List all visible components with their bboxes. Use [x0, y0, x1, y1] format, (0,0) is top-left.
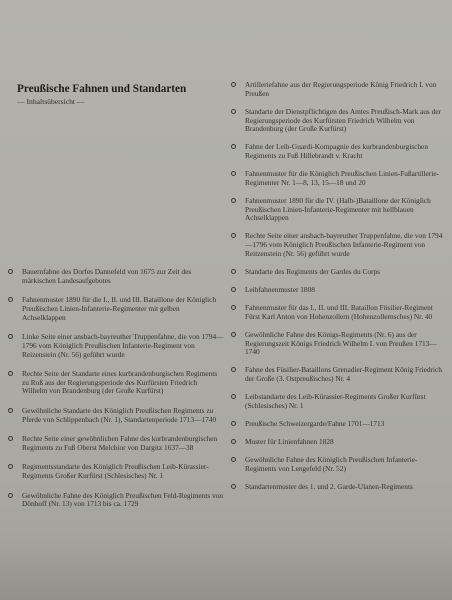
circle-bullet-icon	[231, 367, 236, 372]
list-item-text: Fahnenmuster 1890 für die I., II. und III. Bataillone der Königlich Preußischen Linien-Infanterie-Regimenter mit gelben Achselklappen	[22, 295, 217, 322]
circle-bullet-icon	[231, 305, 236, 310]
list-item	[231, 438, 446, 447]
circle-bullet-icon	[8, 408, 13, 413]
circle-bullet-icon	[8, 493, 13, 498]
circle-bullet-icon	[8, 297, 13, 302]
list-item-text: Bauernfahne des Dorfes Dannefeld von 1675 zur Zeit des märkischen Landesaufgebotes	[22, 267, 192, 285]
list-item	[231, 232, 446, 258]
list-item	[8, 268, 224, 285]
list-item	[231, 286, 446, 295]
list-item-text: Fahnenmuster für die Königlich Preußischen Linien-Fußartillerie-Regimenter Nr. 1—8, 13, 15—18 und 20	[245, 169, 439, 187]
list-item	[231, 483, 446, 492]
list-item-text: Artilleriefahne aus der Regierungsperiode König Friedrich I. von Preußen	[245, 80, 437, 98]
list-item-text: Leibstandarte des Leib-Kürassier-Regiments Großer Kurfürst (Schlesisches) Nr. 1	[245, 392, 426, 410]
list-item	[8, 370, 224, 396]
list-item	[231, 170, 446, 187]
left-column	[8, 268, 224, 520]
circle-bullet-icon	[8, 269, 13, 274]
list-item-text: Gewöhnliche Fahne des Königlich Preußischen Feld-Regiments von Dönhoff (Nr. 13) von 1713 bis ca. 1729	[22, 490, 224, 509]
list-item-text: Rechte Seite einer gewöhnlichen Fahne des kurbrandenburgischen Regiments zu Fuß Oberst Melchior von Dargitz 1637—38	[22, 434, 218, 452]
page-title: Preußische Fahnen und Standarten	[17, 83, 187, 95]
list-item-text: Standarte des Regiments der Gardes du Corps	[245, 266, 381, 276]
list-item-text: Rechte Seite einer ansbach-bayreuther Truppenfahne, die von 1794—1796 vom Königlich Preußischen Infanterie-Regiment von Reitzenstein (Nr. 56) geführt wurde	[245, 231, 443, 258]
list-item	[8, 296, 224, 322]
circle-bullet-icon	[231, 457, 236, 462]
list-item	[231, 456, 446, 473]
list-item	[8, 463, 224, 480]
page-subtitle: — Inhaltsübersicht —	[17, 97, 85, 106]
circle-bullet-icon	[231, 439, 236, 444]
list-item-text: Linke Seite einer ansbach-bayreuther Truppenfahne, die von 1794—1796 vom Königlich Preußischen Infanterie-Regiment von Reizenstein (Nr. 56) geführt wurde	[22, 332, 224, 359]
list-item-text: Leibfahnenmuster 1808	[245, 284, 315, 294]
circle-bullet-icon	[231, 198, 236, 203]
list-item	[231, 81, 446, 98]
list-item	[231, 197, 446, 223]
list-item	[231, 143, 446, 160]
circle-bullet-icon	[231, 394, 236, 399]
circle-bullet-icon	[231, 109, 236, 114]
list-item-text: Standartenmuster des 1. und 2. Garde-Ulanen-Regiments	[245, 481, 413, 491]
circle-bullet-icon	[8, 436, 13, 441]
list-item-text: Fahnenmuster für das I., II. und III. Bataillon Füsilier-Regiment Fürst Karl Anton von Hohenzollern (Hohenzollernsches) Nr. 40	[245, 303, 433, 321]
circle-bullet-icon	[231, 421, 236, 426]
list-item-text: Fahne des Füsilier-Bataillons Grenadier-Regiment König Friedrich der Große (3. Ostpreußisches) Nr. 4	[245, 365, 442, 384]
circle-bullet-icon	[8, 334, 13, 339]
circle-bullet-icon	[231, 82, 236, 87]
list-item-text: Muster für Linienfahnen 1828	[245, 437, 334, 447]
circle-bullet-icon	[231, 332, 236, 337]
list-item-text: Preußische Schweizergarde/Fahne 1701—1713	[245, 418, 385, 428]
list-item-text: Fahnenmuster 1890 für die IV. (Halb-)Bataillone der Königlich Preußischen Linien-Infanterie-Regimenter mit hellblauen Achselklappen	[245, 195, 431, 223]
page-shadow	[0, 540, 452, 600]
circle-bullet-icon	[231, 171, 236, 176]
list-item-text: Regimentsstandarte des Königlich Preußischen Leib-Kürassier-Regiments Großer Kurfürst (Schlesisches) Nr. 1	[22, 462, 209, 481]
circle-bullet-icon	[231, 144, 236, 149]
circle-bullet-icon	[231, 287, 236, 292]
circle-bullet-icon	[8, 464, 13, 469]
circle-bullet-icon	[231, 269, 236, 274]
circle-bullet-icon	[231, 233, 236, 238]
list-item	[231, 393, 446, 410]
header	[17, 83, 227, 107]
list-item-text: Rechte Seite der Standarte eines kurbrandenburgischen Regiments zu Roß aus der Regierungsperiode des Kurfürsten Friedrich Wilhelm von Brandenburg (der Große Kurfürst)	[22, 369, 218, 396]
list-item-text: Standarte der Dienstpflichtigen des Amtes Preußisch-Mark aus der Regierungsperiode des Kurfürsten Friedrich Wilhelm von Brandenburg (der Große Kurfürst)	[245, 106, 441, 134]
list-item-text: Gewöhnliche Standarte des Königlich Preußischen Regiments zu Pferde von Schlippenbach (Nr. 1), Standartenperiode 1713—1740	[22, 405, 217, 424]
circle-bullet-icon	[231, 484, 236, 489]
list-item	[8, 333, 224, 359]
list-item	[231, 108, 446, 134]
right-column	[231, 81, 446, 501]
list-item-text: Gewöhnliche Fahne des Königs-Regiments (Nr. 6) aus der Regierungszeit Königs Friedrich Wilhelm I. von Preußen 1713—1740	[245, 329, 437, 357]
list-item	[8, 407, 224, 424]
list-item	[231, 420, 446, 429]
list-item	[8, 435, 224, 452]
list-item-text: Fahne der Leib-Guardi-Kompagnie des kurbrandenburgischen Regiments zu Fuß Hillebrandt v. Kracht	[245, 142, 428, 160]
list-item-text: Gewöhnliche Fahne des Königlich Preußischen Infanterie-Regiments von Lengefeld (Nr. 52)	[245, 455, 418, 473]
circle-bullet-icon	[8, 371, 13, 376]
list-item	[8, 492, 224, 509]
list-item	[231, 366, 446, 383]
list-item	[231, 331, 446, 357]
list-item	[231, 268, 446, 277]
list-item	[231, 304, 446, 321]
